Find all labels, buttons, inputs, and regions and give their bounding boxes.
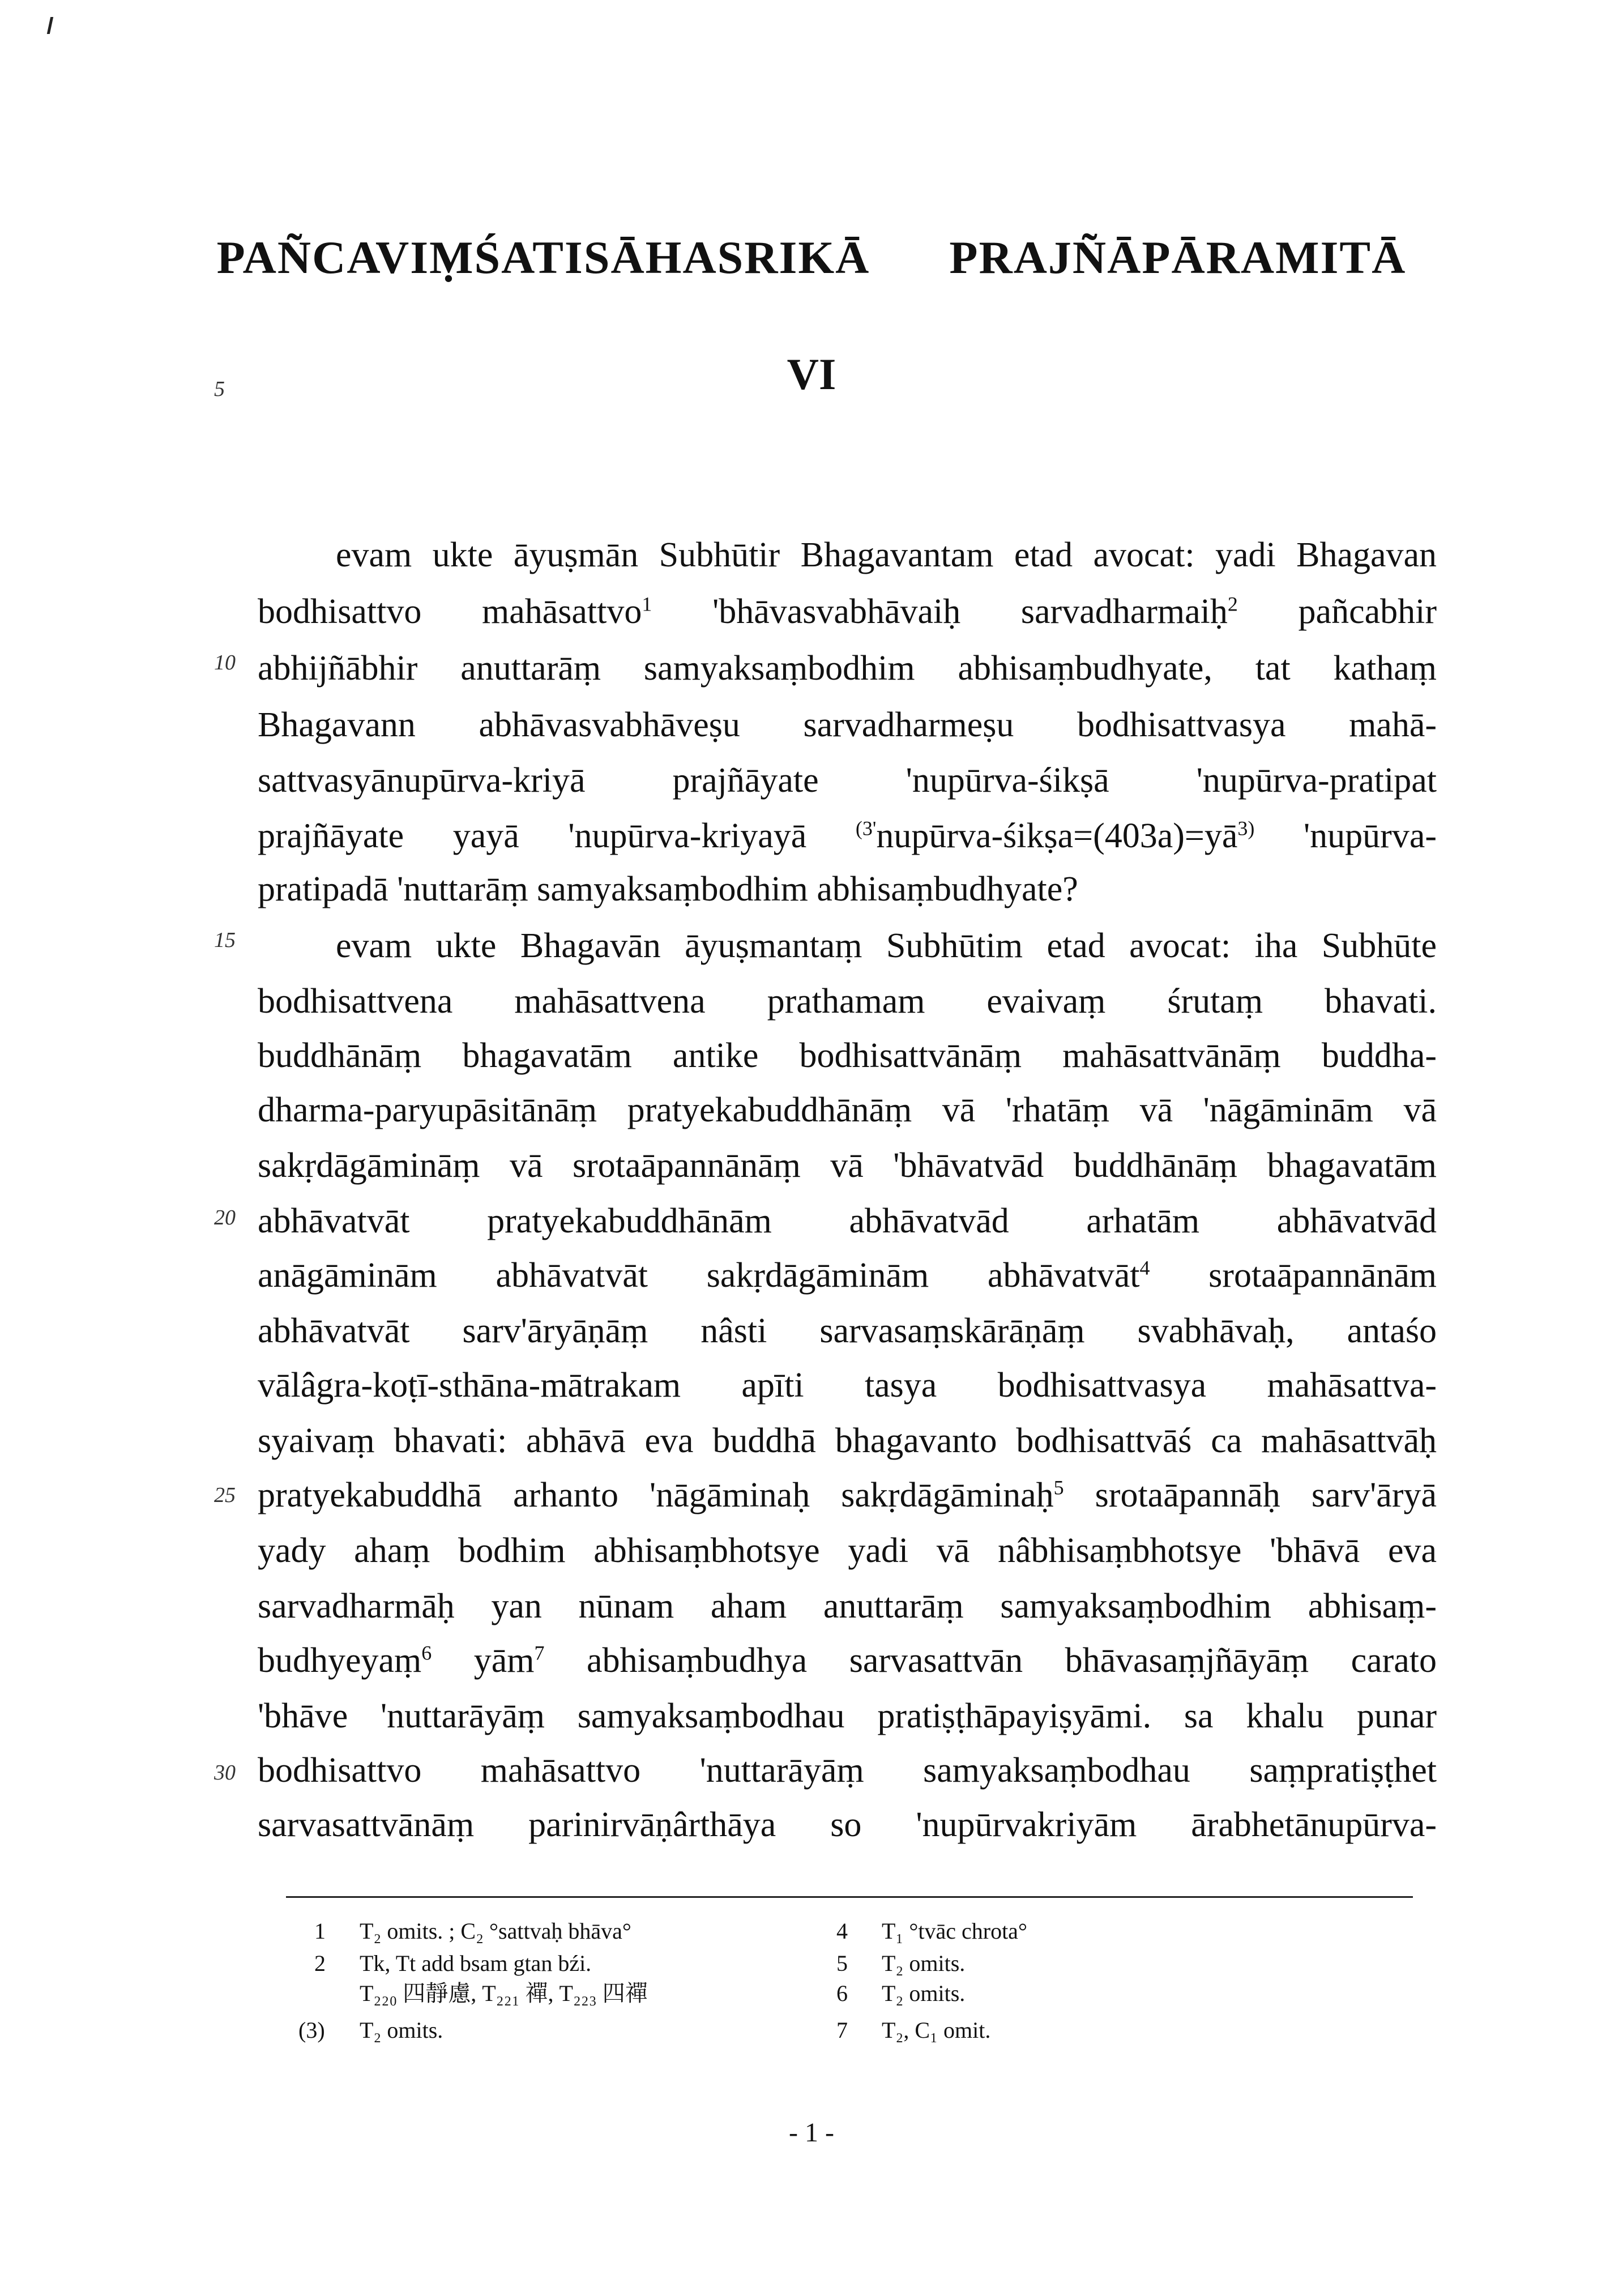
body-line: Bhagavann abhāvasvabhāveṣu sarvadharmeṣu bodhisattvasya mahā-	[258, 706, 1437, 744]
body-line: bodhisattvo mahāsattvo 'nuttarāyāṃ samyaksaṃbodhau saṃpratiṣṭhet	[258, 1751, 1437, 1790]
footnote-text: T₂ omits. ; C₂ °sattvaḥ bhāva°	[360, 1918, 631, 1944]
body-line	[258, 589, 1437, 634]
text-segment: srotaāpannānām	[1150, 1256, 1437, 1295]
line-number: 20	[214, 1206, 236, 1230]
body-line: sarvadharmāḥ yan nūnam aham anuttarāṃ samyaksaṃbodhim abhisaṃ-	[258, 1587, 1437, 1625]
footnote	[836, 1949, 965, 1978]
body-line: abhāvatvāt sarv'āryāṇāṃ nâsti sarvasaṃskārāṇāṃ svabhāvaḥ, antaśo	[258, 1312, 1437, 1350]
footnote	[314, 1917, 631, 1945]
text-segment: pañcabhir	[1237, 592, 1437, 631]
line-number: 30	[214, 1761, 236, 1785]
body-line: dharma-paryupāsitānāṃ pratyekabuddhānāṃ vā 'rhatāṃ vā 'nāgāminām vā	[258, 1091, 1437, 1129]
footnote-ref: 7	[534, 1641, 545, 1665]
footnote-ref: 5	[1053, 1476, 1064, 1499]
text-segment: yām	[432, 1641, 535, 1680]
footnote	[836, 1917, 1027, 1945]
body-line	[258, 1473, 1437, 1518]
footnote-ref: 3)	[1237, 817, 1255, 840]
text-segment: nupūrva-śikṣa=(403a)=yā	[876, 817, 1238, 855]
body-line	[258, 813, 1437, 859]
footnote-number: 2	[314, 1951, 326, 1976]
line-number: 5	[214, 377, 225, 401]
line-number: 10	[214, 651, 236, 675]
body-line: abhijñābhir anuttarāṃ samyaksaṃbodhim abhisaṃbudhyate, tat kathaṃ	[258, 649, 1437, 688]
footnote-ref: 4	[1139, 1256, 1150, 1279]
body-line	[258, 1253, 1437, 1298]
body-line: evam ukte āyuṣmān Subhūtir Bhagavantam etad avocat: yadi Bhagavan	[336, 536, 1437, 574]
footnote-number: 6	[836, 1981, 848, 2006]
footnote-divider	[286, 1896, 1413, 1898]
body-line: vālâgra-koṭī-sthāna-mātrakam apīti tasya bodhisattvasya mahāsattva-	[258, 1366, 1437, 1405]
footnote-text: T₂ omits.	[360, 2017, 443, 2043]
footnote-number: (3)	[298, 2017, 325, 2043]
footnote-number: 7	[836, 2017, 848, 2043]
footnote-number: 5	[836, 1951, 848, 1976]
body-line: sattvasyānupūrva-kriyā prajñāyate 'nupūrva-śikṣā 'nupūrva-pratipat	[258, 761, 1437, 800]
body-line	[258, 1638, 1437, 1683]
footnote-ref: (3'	[855, 817, 877, 840]
footnote	[298, 2016, 443, 2045]
footnote-ref: 6	[421, 1641, 432, 1665]
body-line: sarvasattvānāṃ parinirvāṇârthāya so 'nupūrvakriyām ārabhetānupūrva-	[258, 1806, 1437, 1844]
footnote	[314, 1949, 591, 1978]
text-segment: abhisaṃbudhya sarvasattvān bhāvasaṃjñāyāṃ carato	[544, 1641, 1437, 1680]
body-line: yady ahaṃ bodhim abhisaṃbhotsye yadi vā nâbhisaṃbhotsye 'bhāvā eva	[258, 1531, 1437, 1570]
footnote	[836, 1979, 965, 2008]
body-line: syaivaṃ bhavati: abhāvā eva buddhā bhagavanto bodhisattvāś ca mahāsattvāḥ	[258, 1422, 1437, 1460]
footnote	[314, 1979, 648, 2008]
text-segment: srotaāpannāḥ sarv'āryā	[1064, 1476, 1437, 1514]
footnote-text: T₂, C₁ omit.	[882, 2017, 991, 2043]
text-segment: 'bhāvasvabhāvaiḥ sarvadharmaiḥ	[652, 592, 1228, 631]
body-line: abhāvatvāt pratyekabuddhānām abhāvatvād arhatām abhāvatvād	[258, 1202, 1437, 1240]
body-line: buddhānāṃ bhagavatām antike bodhisattvānāṃ mahāsattvānāṃ buddha-	[258, 1036, 1437, 1075]
footnote-text: T₂ omits.	[882, 1981, 966, 2006]
body-line: bodhisattvena mahāsattvena prathamam evaivaṃ śrutaṃ bhavati.	[258, 982, 1437, 1021]
footnote-text: T₂ omits.	[882, 1951, 966, 1976]
text-segment: bodhisattvo mahāsattvo	[258, 592, 642, 631]
body-line: evam ukte Bhagavān āyuṣmantaṃ Subhūtim etad avocat: iha Subhūte	[336, 927, 1437, 965]
footnote-number: 1	[314, 1918, 326, 1944]
footnote-text: Tk, Tt add bsam gtan bźi.	[360, 1951, 592, 1976]
body-line: sakṛdāgāmināṃ vā srotaāpannānāṃ vā 'bhāvatvād buddhānāṃ bhagavatām	[258, 1146, 1437, 1185]
page-number: - 1 -	[789, 2118, 834, 2148]
page-edge-mark	[47, 17, 53, 34]
footnote	[836, 2016, 990, 2045]
body-line: 'bhāve 'nuttarāyāṃ samyaksaṃbodhau pratiṣṭhāpayiṣyāmi. sa khalu punar	[258, 1697, 1437, 1735]
text-segment: pratyekabuddhā arhanto 'nāgāminaḥ sakṛdāgāminaḥ	[258, 1476, 1054, 1514]
footnote-number: 4	[836, 1918, 848, 1944]
footnote-ref: 2	[1227, 592, 1238, 616]
text-segment: prajñāyate yayā 'nupūrva-kriyayā	[258, 817, 856, 855]
line-number: 25	[214, 1483, 236, 1507]
footnote-text: T₁ °tvāc chrota°	[882, 1918, 1027, 1944]
footnote-text: T₂₂₀ 四靜慮, T₂₂₁ 禪, T₂₂₃ 四禪	[360, 1981, 648, 2006]
footnote-ref: 1	[642, 592, 652, 616]
page-title	[0, 231, 1623, 284]
chapter-number: VI	[787, 349, 836, 399]
text-segment: budhyeyaṃ	[258, 1641, 422, 1680]
title-right: PRAJÑĀPĀRAMITĀ	[949, 232, 1407, 283]
text-segment: 'nupūrva-	[1254, 817, 1437, 855]
body-line: pratipadā 'nuttarāṃ samyaksaṃbodhim abhisaṃbudhyate?	[258, 870, 1078, 908]
text-segment: anāgāminām abhāvatvāt sakṛdāgāminām abhāvatvāt	[258, 1256, 1140, 1295]
title-left: PAÑCAVIṂŚATISĀHASRIKĀ	[216, 232, 870, 283]
line-number: 15	[214, 928, 236, 952]
